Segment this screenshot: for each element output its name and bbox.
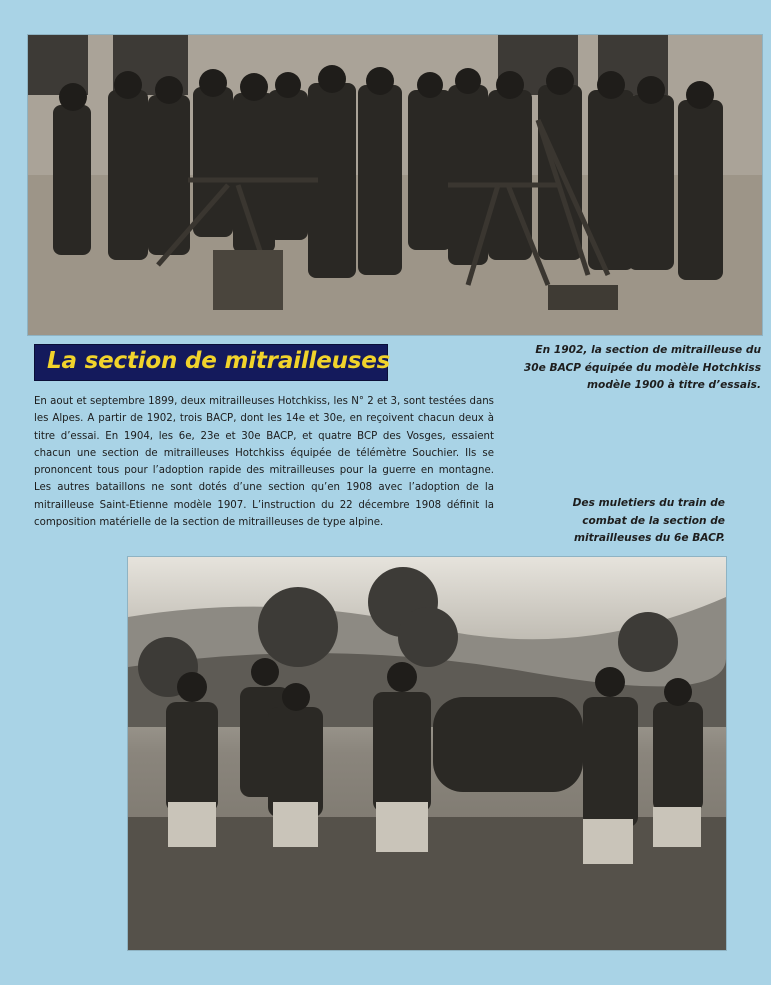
body-line: Souchier. Ils se prononcent tous pour l’adoption rapide des mitrailleuses pour la	[34, 447, 494, 477]
caption-line: modèle 1900 à titre d’essais.	[587, 379, 761, 391]
body-line: guerre en montagne. Les autres bataillons ne sont dotés d’une section qu’en 1908	[34, 465, 494, 494]
caption-line: En 1902, la section de mitrailleuse du	[535, 344, 761, 356]
caption-bottom-photo	[525, 495, 725, 548]
caption-line: 30e BACP équipée du modèle Hotchkiss	[523, 361, 761, 374]
section-heading: La section de mitrailleuses	[47, 348, 391, 374]
section-heading-box	[34, 344, 391, 381]
body-line: décembre 1908 définit la composition matérielle de la section de mitrailleuses de	[34, 499, 495, 529]
body-line: avec l’adoption de la mitrailleuse Saint-Etienne modèle 1907. L’instruction du 22	[34, 482, 495, 511]
caption-line: combat de la section de	[582, 514, 725, 527]
caption-line: mitrailleuses du 6e BACP.	[573, 532, 725, 544]
photo-muleteers	[128, 557, 726, 950]
body-line: essaient chacun une section de mitrailleuses Hotchkiss équipée de télémètre	[34, 430, 494, 459]
body-line: deux à titre d’essai. En 1904, les 6e, 23e et 30e BACP, et quatre BCP des Vosges,	[34, 413, 494, 442]
body-line: dans les Alpes. A partir de 1902, trois BACP, dont les 14e et 30e, en reçoivent chacun	[34, 396, 494, 425]
caption-top-photo	[499, 342, 761, 395]
caption-line: Des muletiers du train de	[572, 497, 725, 509]
body-paragraph	[34, 393, 494, 531]
body-line: En aout et septembre 1899, deux mitrailleuses Hotchkiss, les N° 2 et 3, sont testées	[34, 396, 470, 407]
photo-machine-gun-section	[28, 35, 762, 335]
body-line: type alpine.	[322, 517, 384, 529]
